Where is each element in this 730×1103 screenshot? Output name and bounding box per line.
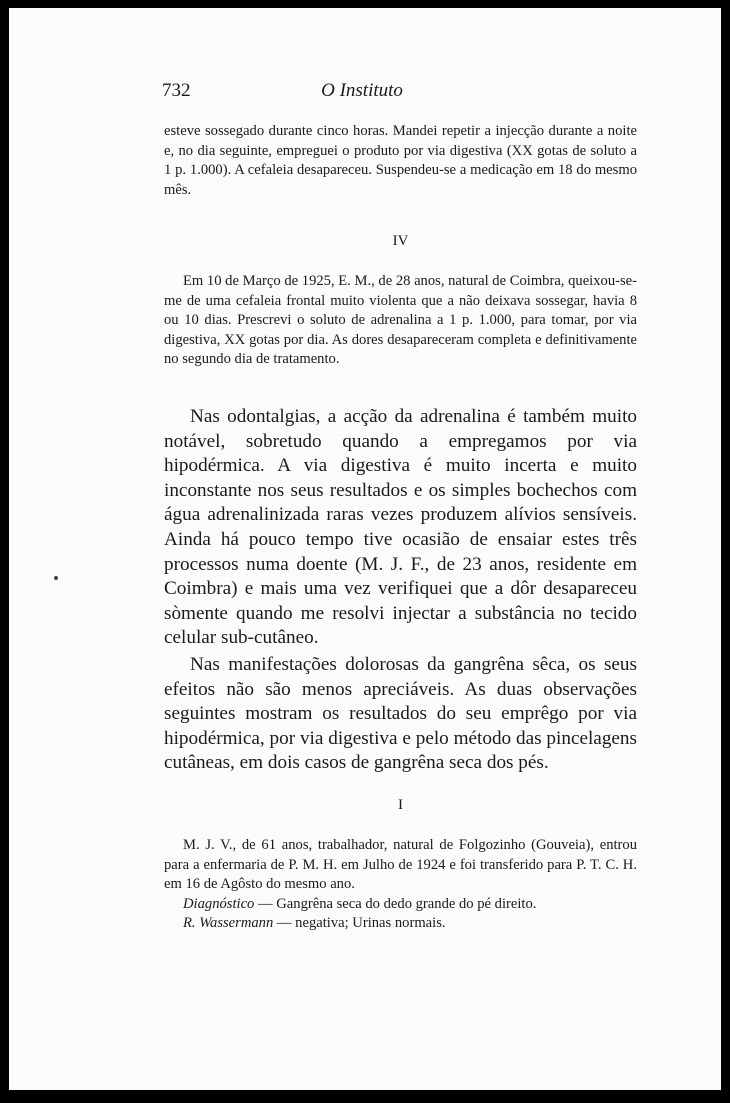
- body-paragraph-2: Nas manifestações dolorosas da gangrêna sêca, os seus efeitos não são menos apreciáveis. As duas observações seguintes mostram os resultados do seu emprêgo por via hipodérmica, por via digestiva e pelo método das pincelagens cutâneas, em dois casos de gangrêna seca dos pés.: [164, 653, 637, 774]
- case-1-numeral: I: [398, 797, 403, 813]
- wassermann-label: R. Wassermann: [183, 915, 274, 932]
- diagnosis-text: — Gangrêna seca do dedo grande do pé direito.: [254, 895, 537, 912]
- page-header: [162, 80, 562, 104]
- case-1-text: M. J. V., de 61 anos, trabalhador, natural de Folgozinho (Gouveia), entrou para a enfermaria de P. M. H. em Julho de 1924 e foi transferido para P. T. C. H. em 16 de Agôsto do mesmo ano.: [164, 837, 637, 893]
- main-text: [164, 405, 637, 776]
- page-number: 732: [162, 80, 191, 101]
- case-3-text: esteve sossegado durante cinco horas. Mandei repetir a injecção durante a noite e, no dia seguinte, empreguei o produto por via digestiva (XX gotas de soluto a 1 p. 1.000). A cefaleia desapareceu. Suspendeu-se a medicação em 18 do mesmo mês.: [164, 123, 637, 198]
- case-1-report: [164, 836, 637, 934]
- case-4-numeral: IV: [392, 233, 409, 249]
- diagnosis-line: [164, 895, 637, 915]
- case-4-text: Em 10 de Março de 1925, E. M., de 28 anos, natural de Coimbra, queixou-se-me de uma cefaleia frontal muito violenta que a não deixava sossegar, havia 8 ou 10 dias. Prescrevi o soluto de adrenalina a 1 p. 1.000, para tomar, por via digestiva, XX gotas por dia. As dores desapareceram completa e definitivamente no segundo dia de tratamento.: [164, 273, 637, 368]
- wassermann-line: [164, 914, 637, 934]
- body-paragraph-1: Nas odontalgias, a acção da adrenalina é também muito notável, sobretudo quando a empregamos por via hipodérmica. A via digestiva é muito incerta e muito inconstante nos seus resultados e os simples bochechos com água adrenalinizada raras vezes produzem alívios sensíveis. Ainda há pouco tempo tive ocasião de ensaiar estes três processos numa doente (M. J. F., de 23 anos, residente em Coimbra) e mais uma vez verifiquei que a dôr desapareceu sòmente quando me resolvi injectar a substância no tecido celular sub-cutâneo.: [164, 406, 637, 649]
- case-3-conclusion: [164, 122, 637, 200]
- case-4-report: [164, 272, 637, 370]
- margin-mark: [54, 576, 58, 580]
- wassermann-text: — negativa; Urinas normais.: [273, 915, 446, 932]
- running-title: O Instituto: [321, 80, 403, 101]
- diagnosis-label: Diagnóstico: [183, 895, 255, 912]
